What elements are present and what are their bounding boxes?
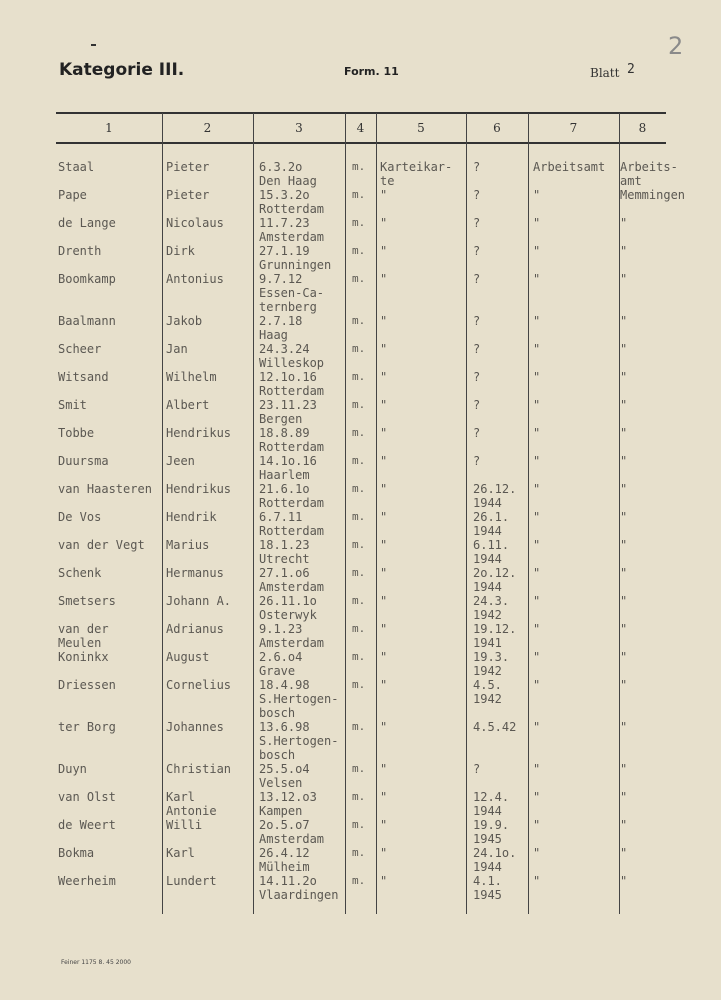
cell-surname: Duursma [58, 454, 109, 468]
cell-birth-date-place: 21.6.1o Rotterdam [259, 482, 325, 510]
cell-office: " [533, 720, 541, 734]
cell-sex: m. [352, 160, 366, 173]
cell-birth-date-place: 26.11.1o Osterwyk [259, 594, 317, 622]
cell-date: 12.4. 1944 [473, 790, 510, 818]
cell-sex: m. [352, 216, 366, 229]
cell-first-name: Cornelius [166, 678, 232, 692]
cell-date: ? [473, 272, 481, 286]
blatt-label: Blatt [590, 66, 620, 80]
cell-office: " [533, 874, 541, 888]
cell-first-name: Christian [166, 762, 232, 776]
cell-remark: " [620, 678, 628, 692]
cell-source: " [380, 370, 388, 384]
cell-first-name: Jan [166, 342, 188, 356]
cell-surname: Baalmann [58, 314, 116, 328]
cell-sex: m. [352, 622, 366, 635]
cell-office: " [533, 622, 541, 636]
cell-sex: m. [352, 594, 366, 607]
cell-source: " [380, 678, 388, 692]
cell-surname: Smetsers [58, 594, 116, 608]
cell-remark: " [620, 650, 628, 664]
cell-surname: Smit [58, 398, 87, 412]
blatt-number: 2 [627, 62, 635, 77]
column-divider [162, 113, 163, 914]
cell-surname: ter Borg [58, 720, 116, 734]
column-number-5: 5 [417, 121, 425, 135]
cell-first-name: Adrianus [166, 622, 224, 636]
column-number-8: 8 [638, 121, 647, 135]
cell-sex: m. [352, 790, 366, 803]
cell-remark: " [620, 874, 628, 888]
cell-sex: m. [352, 720, 366, 733]
table-top-rule [56, 112, 666, 114]
cell-sex: m. [352, 244, 366, 257]
cell-source: " [380, 818, 388, 832]
cell-date: 19.9. 1945 [473, 818, 510, 846]
cell-remark: " [620, 510, 628, 524]
cell-remark: " [620, 720, 628, 734]
cell-office: " [533, 370, 541, 384]
cell-office: " [533, 216, 541, 230]
cell-sex: m. [352, 398, 366, 411]
cell-date: ? [473, 762, 481, 776]
cell-source: " [380, 790, 388, 804]
cell-sex: m. [352, 650, 366, 663]
cell-surname: Staal [58, 160, 95, 174]
cell-office: " [533, 846, 541, 860]
cell-first-name: Pieter [166, 188, 210, 202]
cell-surname: Tobbe [58, 426, 95, 440]
cell-birth-date-place: 24.3.24 Willeskop [259, 342, 325, 370]
cell-source: " [380, 272, 388, 286]
cell-source: " [380, 342, 388, 356]
column-divider [345, 113, 346, 914]
cell-remark: " [620, 818, 628, 832]
cell-first-name: Marius [166, 538, 210, 552]
cell-remark: " [620, 370, 628, 384]
cell-surname: de Lange [58, 216, 116, 230]
cell-source: " [380, 874, 388, 888]
cell-surname: Witsand [58, 370, 109, 384]
cell-birth-date-place: 12.1o.16 Rotterdam [259, 370, 325, 398]
cell-birth-date-place: 9.7.12 Essen-Ca- ternberg [259, 272, 325, 314]
cell-surname: van Olst [58, 790, 116, 804]
cell-sex: m. [352, 874, 366, 887]
cell-birth-date-place: 13.6.98 S.Hertogen- bosch [259, 720, 339, 762]
cell-sex: m. [352, 314, 366, 327]
cell-first-name: Jakob [166, 314, 203, 328]
cell-birth-date-place: 14.11.2o Vlaardingen [259, 874, 339, 902]
cell-office: " [533, 482, 541, 496]
cell-birth-date-place: 25.5.o4 Velsen [259, 762, 310, 790]
cell-remark: " [620, 566, 628, 580]
cell-first-name: Karl Antonie [166, 790, 217, 818]
cell-office: " [533, 650, 541, 664]
cell-date: ? [473, 454, 481, 468]
cell-source: " [380, 510, 388, 524]
column-divider [466, 113, 467, 914]
column-number-7: 7 [569, 121, 578, 135]
cell-source: " [380, 426, 388, 440]
cell-birth-date-place: 27.1.19 Grunningen [259, 244, 332, 272]
cell-surname: Pape [58, 188, 87, 202]
cell-first-name: Jeen [166, 454, 195, 468]
cell-remark: " [620, 538, 628, 552]
cell-office: " [533, 594, 541, 608]
form-number: Form. 11 [344, 65, 399, 78]
cell-sex: m. [352, 426, 366, 439]
cell-office: " [533, 314, 541, 328]
cell-source: " [380, 846, 388, 860]
cell-first-name: Antonius [166, 272, 224, 286]
cell-source: " [380, 622, 388, 636]
cell-office: " [533, 426, 541, 440]
cell-first-name: Nicolaus [166, 216, 224, 230]
cell-first-name: Hendrikus [166, 482, 232, 496]
cell-office: " [533, 818, 541, 832]
cell-date: ? [473, 244, 481, 258]
cell-surname: Weerheim [58, 874, 116, 888]
cell-first-name: Johann A. [166, 594, 232, 608]
cell-remark: " [620, 482, 628, 496]
cell-birth-date-place: 9.1.23 Amsterdam [259, 622, 325, 650]
cell-office: " [533, 678, 541, 692]
cell-remark: " [620, 426, 628, 440]
cell-remark: Arbeits- amt Memmingen [620, 160, 686, 202]
cell-date: 26.12. 1944 [473, 482, 517, 510]
cell-office: " [533, 762, 541, 776]
cell-office: " [533, 272, 541, 286]
cell-remark: " [620, 342, 628, 356]
cell-surname: De Vos [58, 510, 102, 524]
cell-sex: m. [352, 538, 366, 551]
cell-date: 24.3. 1942 [473, 594, 510, 622]
cell-office: " [533, 342, 541, 356]
cell-source: " [380, 566, 388, 580]
column-number-6: 6 [493, 121, 501, 135]
cell-surname: Driessen [58, 678, 116, 692]
cell-date: 4.5.42 [473, 720, 517, 734]
cell-birth-date-place: 6.7.11 Rotterdam [259, 510, 325, 538]
cell-remark: " [620, 790, 628, 804]
cell-first-name: August [166, 650, 210, 664]
cell-surname: Bokma [58, 846, 95, 860]
cell-office: " [533, 566, 541, 580]
cell-sex: m. [352, 762, 366, 775]
cell-first-name: Wilhelm [166, 370, 217, 384]
cell-source: Karteikar- te [380, 160, 453, 188]
cell-surname: Koninkx [58, 650, 109, 664]
cell-first-name: Lundert [166, 874, 217, 888]
cell-first-name: Willi [166, 818, 203, 832]
cell-birth-date-place: 2.7.18 Haag [259, 314, 303, 342]
table-header-rule [56, 142, 666, 144]
cell-first-name: Johannes [166, 720, 224, 734]
cell-sex: m. [352, 272, 366, 285]
cell-date: ? [473, 398, 481, 412]
cell-first-name: Albert [166, 398, 210, 412]
cell-first-name: Pieter [166, 160, 210, 174]
page-title: Kategorie III. [59, 60, 185, 80]
cell-surname: de Weert [58, 818, 116, 832]
cell-surname: van Haasteren [58, 482, 152, 496]
cell-sex: m. [352, 342, 366, 355]
pencil-page-number: 2 [668, 32, 684, 60]
cell-source: " [380, 188, 388, 202]
cell-first-name: Hendrik [166, 510, 217, 524]
column-divider [528, 113, 529, 914]
cell-sex: m. [352, 482, 366, 495]
cell-sex: m. [352, 370, 366, 383]
cell-office: " [533, 244, 541, 258]
cell-date: 4.5. 1942 [473, 678, 502, 706]
cell-date: 4.1. 1945 [473, 874, 502, 902]
cell-birth-date-place: 11.7.23 Amsterdam [259, 216, 325, 244]
cell-date: ? [473, 314, 481, 328]
cell-remark: " [620, 454, 628, 468]
cell-birth-date-place: 18.4.98 S.Hertogen- bosch [259, 678, 339, 720]
cell-sex: m. [352, 188, 366, 201]
column-divider [376, 113, 377, 914]
cell-first-name: Karl [166, 846, 195, 860]
pen-mark [91, 44, 96, 46]
cell-date: 6.11. 1944 [473, 538, 510, 566]
cell-remark: " [620, 398, 628, 412]
cell-date: 19.12. 1941 [473, 622, 517, 650]
cell-office: " [533, 790, 541, 804]
cell-source: " [380, 650, 388, 664]
cell-date: 2o.12. 1944 [473, 566, 517, 594]
cell-source: " [380, 594, 388, 608]
cell-date: ? [473, 370, 481, 384]
cell-remark: " [620, 762, 628, 776]
cell-first-name: Hermanus [166, 566, 224, 580]
cell-birth-date-place: 18.8.89 Rotterdam [259, 426, 325, 454]
cell-sex: m. [352, 678, 366, 691]
cell-birth-date-place: 2o.5.o7 Amsterdam [259, 818, 325, 846]
cell-sex: m. [352, 510, 366, 523]
cell-surname: Boomkamp [58, 272, 116, 286]
cell-remark: " [620, 244, 628, 258]
cell-source: " [380, 762, 388, 776]
cell-surname: van der Meulen [58, 622, 109, 650]
cell-remark: " [620, 594, 628, 608]
column-divider [253, 113, 254, 914]
cell-office: " [533, 188, 541, 202]
cell-office: Arbeitsamt [533, 160, 606, 174]
cell-surname: Duyn [58, 762, 87, 776]
cell-sex: m. [352, 818, 366, 831]
cell-sex: m. [352, 566, 366, 579]
cell-remark: " [620, 314, 628, 328]
column-number-2: 2 [203, 121, 212, 135]
cell-birth-date-place: 23.11.23 Bergen [259, 398, 317, 426]
cell-source: " [380, 398, 388, 412]
cell-birth-date-place: 26.4.12 Mülheim [259, 846, 310, 874]
cell-birth-date-place: 13.12.o3 Kampen [259, 790, 317, 818]
cell-remark: " [620, 216, 628, 230]
cell-office: " [533, 538, 541, 552]
cell-sex: m. [352, 454, 366, 467]
cell-surname: Schenk [58, 566, 102, 580]
cell-first-name: Dirk [166, 244, 195, 258]
cell-date: 19.3. 1942 [473, 650, 510, 678]
printer-footer: Feiner 1175 8. 45 2000 [61, 959, 131, 966]
cell-date: ? [473, 216, 481, 230]
cell-source: " [380, 454, 388, 468]
cell-office: " [533, 398, 541, 412]
column-number-4: 4 [356, 121, 365, 135]
cell-date: ? [473, 160, 481, 174]
cell-date: ? [473, 342, 481, 356]
cell-date: ? [473, 188, 481, 202]
cell-birth-date-place: 18.1.23 Utrecht [259, 538, 310, 566]
cell-remark: " [620, 272, 628, 286]
cell-date: 24.1o. 1944 [473, 846, 517, 874]
cell-date: 26.1. 1944 [473, 510, 510, 538]
cell-remark: " [620, 846, 628, 860]
cell-first-name: Hendrikus [166, 426, 232, 440]
cell-source: " [380, 538, 388, 552]
cell-office: " [533, 510, 541, 524]
cell-birth-date-place: 27.1.o6 Amsterdam [259, 566, 325, 594]
cell-remark: " [620, 622, 628, 636]
cell-source: " [380, 244, 388, 258]
cell-source: " [380, 314, 388, 328]
column-number-3: 3 [295, 121, 303, 135]
cell-surname: Drenth [58, 244, 102, 258]
cell-surname: Scheer [58, 342, 102, 356]
cell-birth-date-place: 15.3.2o Rotterdam [259, 188, 325, 216]
cell-birth-date-place: 6.3.2o Den Haag [259, 160, 317, 188]
column-number-1: 1 [105, 121, 113, 135]
cell-surname: van der Vegt [58, 538, 145, 552]
cell-date: ? [473, 426, 481, 440]
cell-source: " [380, 216, 388, 230]
cell-source: " [380, 482, 388, 496]
cell-sex: m. [352, 846, 366, 859]
cell-birth-date-place: 2.6.o4 Grave [259, 650, 303, 678]
cell-office: " [533, 454, 541, 468]
cell-source: " [380, 720, 388, 734]
cell-birth-date-place: 14.1o.16 Haarlem [259, 454, 317, 482]
